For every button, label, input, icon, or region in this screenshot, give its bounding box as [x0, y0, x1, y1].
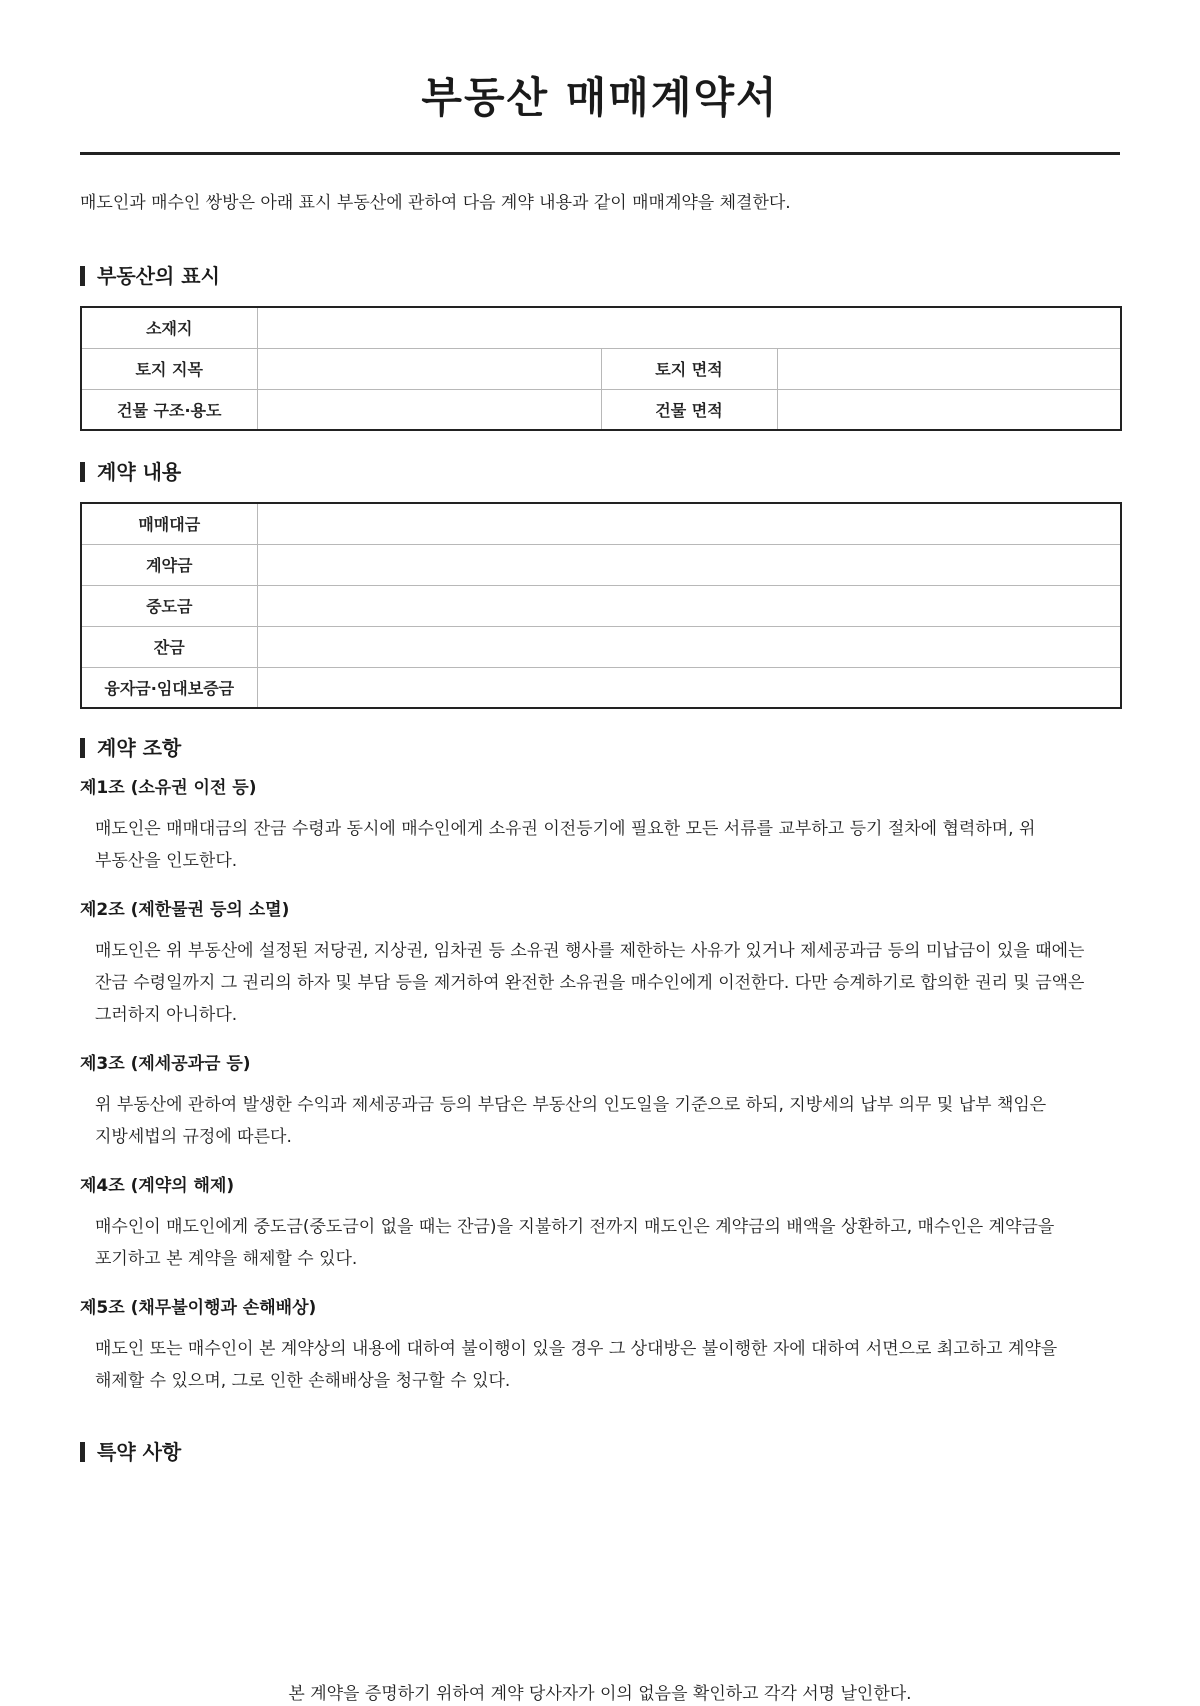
- contract-section-heading: [80, 459, 1120, 485]
- table-row: [81, 307, 1121, 348]
- article-1-body: [80, 813, 1115, 877]
- table-row: [81, 503, 1121, 544]
- title-divider: [80, 152, 1120, 155]
- article-line: 지방세법의 규정에 따른다.: [95, 1127, 292, 1147]
- article-line: 매도인 또는 매수인이 본 계약상의 내용에 대하여 불이행이 있을 경우 그 상대방은 불이행한 자에 대하여 서면으로 최고하고 계약을: [95, 1339, 1058, 1359]
- location-label: 소재지: [81, 307, 257, 348]
- table-row: [81, 348, 1121, 389]
- contract-section-heading-text: 계약 내용: [97, 460, 182, 484]
- table-row: [81, 544, 1121, 585]
- sale-price-value-field[interactable]: [257, 503, 1121, 544]
- article-4-body: [80, 1211, 1115, 1275]
- land-area-label: 토지 면적: [601, 348, 777, 389]
- heading-bar-icon: [80, 266, 85, 286]
- article-line: 부동산을 인도한다.: [95, 851, 238, 871]
- table-row: [81, 667, 1121, 708]
- article-5-title: 제5조 (채무불이행과 손해배상): [80, 1298, 317, 1318]
- land-category-value-field[interactable]: [257, 348, 601, 389]
- sale-price-label: 매매대금: [81, 503, 257, 544]
- article-4-title: 제4조 (계약의 해제): [80, 1176, 235, 1196]
- article-line: 잔금 수령일까지 그 권리의 하자 및 부담 등을 제거하여 완전한 소유권을 매수인에게 이전한다. 다만 승계하기로 합의한 권리 및 금액은: [95, 973, 1085, 993]
- loan-lease-deposit-value-field[interactable]: [257, 667, 1121, 708]
- interim-payment-label: 중도금: [81, 585, 257, 626]
- article-line: 매도인은 매매대금의 잔금 수령과 동시에 매수인에게 소유권 이전등기에 필요한 모든 서류를 교부하고 등기 절차에 협력하며, 위: [95, 819, 1036, 839]
- land-area-value-field[interactable]: [777, 348, 1121, 389]
- article-2-body: [80, 935, 1115, 1031]
- article-line: 포기하고 본 계약을 해제할 수 있다.: [95, 1249, 358, 1269]
- balance-value-field[interactable]: [257, 626, 1121, 667]
- special-terms-section-heading: [80, 1439, 1120, 1465]
- balance-label: 잔금: [81, 626, 257, 667]
- terms-section-heading-text: 계약 조항: [97, 736, 182, 760]
- heading-bar-icon: [80, 462, 85, 482]
- property-section-heading-text: 부동산의 표시: [97, 264, 220, 288]
- article-line: 위 부동산에 관하여 발생한 수익과 제세공과금 등의 부담은 부동산의 인도일을 기준으로 하되, 지방세의 납부 의무 및 납부 책임은: [95, 1095, 1047, 1115]
- article-line: 해제할 수 있으며, 그로 인한 손해배상을 청구할 수 있다.: [95, 1371, 511, 1391]
- building-use-label: 건물 구조·용도: [81, 389, 257, 430]
- table-row: [81, 585, 1121, 626]
- heading-bar-icon: [80, 738, 85, 758]
- table-row: [81, 389, 1121, 430]
- article-3: [80, 1053, 1120, 1153]
- article-5-body: [80, 1333, 1115, 1397]
- article-line: 매도인은 위 부동산에 설정된 저당권, 지상권, 임차권 등 소유권 행사를 제한하는 사유가 있거나 제세공과금 등의 미납금이 있을 때에는: [95, 941, 1085, 961]
- article-line: 그러하지 아니하다.: [95, 1005, 238, 1025]
- land-category-label: 토지 지목: [81, 348, 257, 389]
- article-2: [80, 899, 1120, 1031]
- property-section-heading: [80, 263, 1120, 289]
- contract-page: [80, 0, 1120, 1704]
- article-1: [80, 777, 1120, 877]
- building-use-value-field[interactable]: [257, 389, 601, 430]
- loan-lease-deposit-label: 융자금·임대보증금: [81, 667, 257, 708]
- heading-bar-icon: [80, 1442, 85, 1462]
- table-row: [81, 626, 1121, 667]
- article-3-body: [80, 1089, 1115, 1153]
- special-terms-section-heading-text: 특약 사항: [97, 1440, 182, 1464]
- building-area-label: 건물 면적: [601, 389, 777, 430]
- article-line: 매수인이 매도인에게 중도금(중도금이 없을 때는 잔금)을 지불하기 전까지 매도인은 계약금의 배액을 상환하고, 매수인은 계약금을: [95, 1217, 1055, 1237]
- article-4: [80, 1175, 1120, 1275]
- article-3-title: 제3조 (제세공과금 등): [80, 1054, 251, 1074]
- location-value-field[interactable]: [257, 307, 1121, 348]
- article-5: [80, 1297, 1120, 1397]
- building-area-value-field[interactable]: [777, 389, 1121, 430]
- interim-payment-value-field[interactable]: [257, 585, 1121, 626]
- article-2-title: 제2조 (제한물권 등의 소멸): [80, 900, 290, 920]
- deposit-label: 계약금: [81, 544, 257, 585]
- terms-section-heading: [80, 735, 1120, 761]
- article-1-title: 제1조 (소유권 이전 등): [80, 778, 257, 798]
- property-table: [80, 306, 1122, 431]
- deposit-value-field[interactable]: [257, 544, 1121, 585]
- document-title: 부동산 매매계약서: [421, 73, 779, 122]
- closing-statement: 본 계약을 증명하기 위하여 계약 당사자가 이의 없음을 확인하고 각각 서명 날인한다.: [288, 1684, 912, 1704]
- contract-table: [80, 502, 1122, 709]
- intro-paragraph: 매도인과 매수인 쌍방은 아래 표시 부동산에 관하여 다음 계약 내용과 같이 매매계약을 체결한다.: [80, 193, 791, 213]
